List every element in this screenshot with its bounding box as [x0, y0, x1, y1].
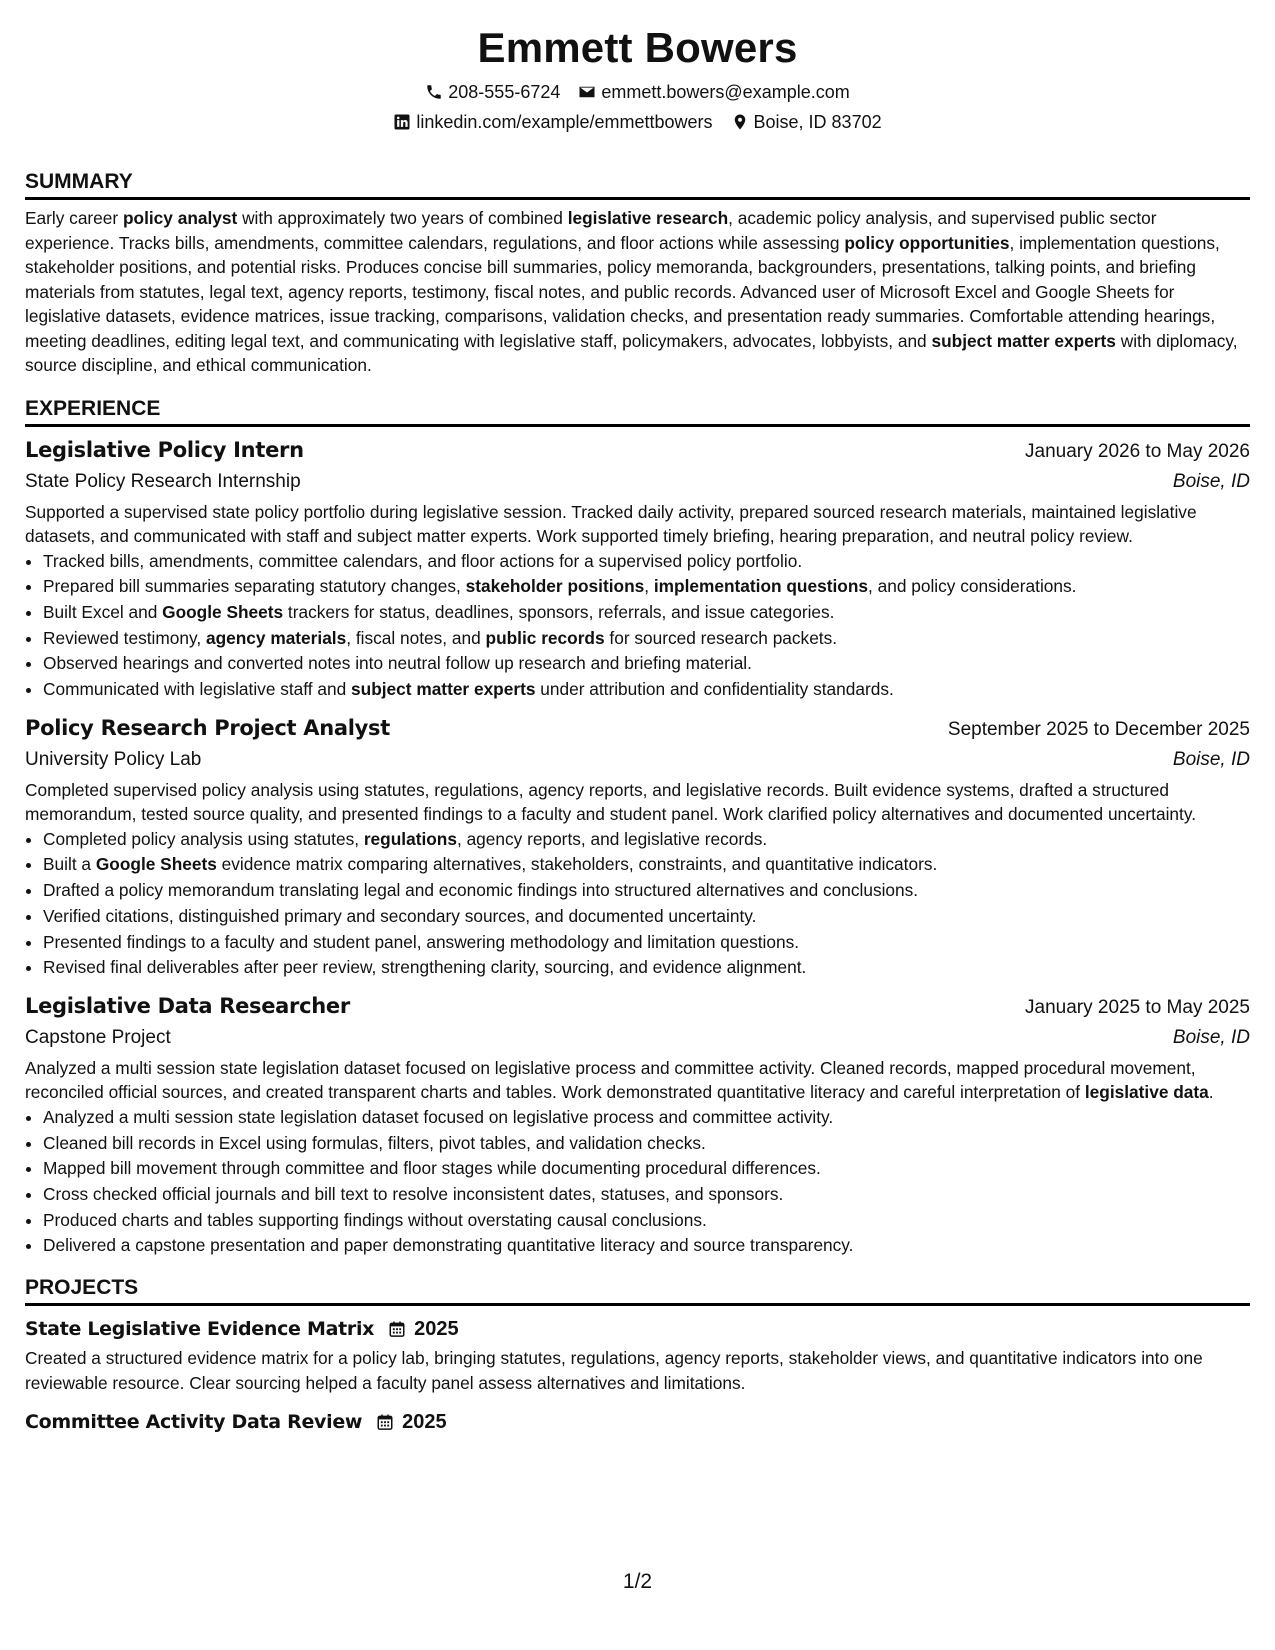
bold-keyword: Google Sheets: [95, 854, 217, 875]
bold-keyword: subject matter experts: [931, 330, 1116, 351]
bullet-item: • Analyzed a multi session state legislation dataset focused on legislative process and committee activity.: [43, 1105, 1250, 1131]
linkedin-url[interactable]: linkedin.com/example/emmettbowers: [416, 112, 713, 132]
job-description: Supported a supervised state policy portfolio during legislative session. Tracked daily activity, prepared sourced research materials, maintained legislative datasets, and communicated with staff and subject matter experts. Work supported timely briefing, hearing preparation, and neutral policy review.: [25, 501, 1197, 546]
linkedin-icon: [393, 113, 411, 131]
job-organization: Capstone Project: [25, 1026, 171, 1048]
job-location: Boise, ID: [1172, 470, 1250, 492]
contact-email[interactable]: [578, 78, 849, 106]
bullet-item: • Verified citations, distinguished primary and secondary sources, and documented uncertainty.: [43, 904, 1250, 930]
bullet-item: • Tracked bills, amendments, committee calendars, and floor actions for a supervised policy portfolio.: [43, 549, 1250, 575]
bullet-item: • Built Excel and Google Sheets trackers for status, deadlines, sponsors, referrals, and issue categories.: [43, 600, 1250, 626]
contact-line-primary: [25, 78, 1250, 106]
experience-section: [25, 396, 1250, 1260]
resume-header: [25, 20, 1250, 136]
job-entry-policy-research-analyst: [25, 713, 1250, 981]
bold-keyword: subject matter experts: [351, 679, 536, 700]
contact-location: [731, 108, 882, 136]
bold-keyword: implementation questions: [653, 576, 868, 597]
job-location: Boise, ID: [1172, 748, 1250, 770]
bold-keyword: agency materials: [205, 627, 347, 648]
page-number: 1/2: [622, 1570, 653, 1593]
contact-line-secondary: [25, 108, 1250, 136]
bullet-item: • Cleaned bill records in Excel using formulas, filters, pivot tables, and validation checks.: [43, 1131, 1250, 1157]
job-dates: January 2025 to May 2025: [1025, 996, 1250, 1018]
job-bullets: [25, 1105, 1250, 1259]
project-entry: [25, 1407, 1250, 1437]
project-entry: [25, 1314, 1250, 1395]
bold-keyword: Google Sheets: [162, 601, 284, 622]
project-year: 2025: [414, 1318, 459, 1341]
job-title: Legislative Policy Intern: [25, 437, 304, 462]
job-bullets: [25, 549, 1250, 703]
bold-keyword: legislative research: [567, 208, 729, 228]
job-location: Boise, ID: [1172, 1026, 1250, 1048]
map-pin-icon: [731, 113, 749, 131]
bullet-item: • Completed policy analysis using statutes, regulations, agency reports, and legislative records.: [43, 827, 1250, 853]
project-description: Created a structured evidence matrix for a policy lab, bringing statutes, regulations, agency reports, stakeholder views, and quantitative indicators into one reviewable resource. Clear sourcing helped a faculty panel assess alternatives and limitations.: [25, 1348, 1203, 1393]
job-dates: January 2026 to May 2026: [1025, 440, 1250, 462]
bullet-item: • Communicated with legislative staff and subject matter experts under attribution and confidentiality standards.: [43, 677, 1250, 703]
calendar-icon: [388, 1320, 406, 1338]
job-dates: September 2025 to December 2025: [947, 718, 1250, 740]
envelope-icon: [578, 83, 596, 101]
bold-keyword: policy opportunities: [844, 232, 1010, 253]
resume-content: [25, 20, 1250, 1437]
bullet-item: • Observed hearings and converted notes into neutral follow up research and briefing material.: [43, 651, 1250, 677]
projects-heading: PROJECTS: [25, 1275, 1250, 1306]
email-address[interactable]: emmett.bowers@example.com: [601, 82, 850, 102]
bullet-item: • Produced charts and tables supporting findings without overstating causal conclusions.: [43, 1208, 1250, 1234]
experience-heading: EXPERIENCE: [25, 396, 1250, 427]
job-description: Completed supervised policy analysis using statutes, regulations, agency reports, and legislative records. Built evidence systems, drafted a structured memorandum, tested source quality, and presented findings to a faculty and student panel. Work clarified policy alternatives and documented uncertainty.: [25, 779, 1196, 825]
bold-keyword: legislative data: [1084, 1082, 1209, 1103]
contact-linkedin[interactable]: [393, 108, 712, 136]
summary-text: Early career policy analyst with approximately two years of combined legislative research, academic policy analysis, and supervised public sector experience. Tracks bills, amendments, committee calendars, regulations, and floor actions while assessing policy opportunities, implementation questions, stakeholder positions, and potential risks. Produces concise bill summaries, policy memoranda, backgrounders, presentations, talking points, and briefing materials from statutes, legal text, agency reports, testimony, fiscal notes, and public records. Advanced user of Microsoft Excel and Google Sheets for legislative datasets, evidence matrices, issue tracking, comparisons, validation checks, and presentation ready summaries. Comfortable attending hearings, meeting deadlines, editing legal text, and communicating with legislative staff, policymakers, advocates, lobbyists, and subject matter experts with diplomacy, source discipline, and ethical communication.: [25, 208, 1238, 375]
job-title: Legislative Data Researcher: [25, 993, 350, 1018]
contact-phone: [425, 78, 560, 106]
job-entry-legislative-data-researcher: [25, 991, 1250, 1259]
job-organization: State Policy Research Internship: [25, 470, 301, 492]
bullet-item: • Mapped bill movement through committee and floor stages while documenting procedural differences.: [43, 1156, 1250, 1182]
bullet-item: • Revised final deliverables after peer review, strengthening clarity, sourcing, and evidence alignment.: [43, 955, 1250, 981]
project-title: State Legislative Evidence Matrix: [25, 1318, 375, 1341]
bullet-item: • Reviewed testimony, agency materials, fiscal notes, and public records for sourced research packets.: [43, 626, 1250, 652]
project-year: 2025: [402, 1411, 447, 1434]
bold-keyword: public records: [485, 627, 605, 648]
summary-heading: SUMMARY: [25, 169, 1250, 200]
bullet-item: • Delivered a capstone presentation and paper demonstrating quantitative literacy and source transparency.: [43, 1233, 1250, 1259]
bold-keyword: regulations: [363, 828, 457, 849]
phone-icon: [425, 83, 443, 101]
job-description: Analyzed a multi session state legislation dataset focused on legislative process and committee activity. Cleaned records, mapped procedural movement, reconciled official sources, and created transparent charts and tables. Work demonstrated quantitative literacy and careful interpretation of legislative data.: [25, 1057, 1214, 1103]
bold-keyword: stakeholder positions: [465, 576, 645, 597]
bold-keyword: policy analyst: [122, 208, 238, 228]
projects-section: [25, 1275, 1250, 1437]
bullet-item: • Prepared bill summaries separating statutory changes, stakeholder positions, implementation questions, and policy considerations.: [43, 574, 1250, 600]
calendar-icon: [376, 1413, 394, 1431]
job-entry-legislative-policy-intern: [25, 435, 1250, 703]
phone-number: 208-555-6724: [448, 82, 561, 102]
bullet-item: • Drafted a policy memorandum translating legal and economic findings into structured alternatives and conclusions.: [43, 878, 1250, 904]
bullet-item: • Cross checked official journals and bill text to resolve inconsistent dates, statuses, and sponsors.: [43, 1182, 1250, 1208]
job-title: Policy Research Project Analyst: [25, 715, 390, 740]
project-title: Committee Activity Data Review: [25, 1411, 363, 1434]
job-organization: University Policy Lab: [25, 748, 202, 770]
location-text: Boise, ID 83702: [753, 112, 882, 132]
candidate-name: Emmett Bowers: [477, 24, 798, 71]
bullet-item: • Presented findings to a faculty and student panel, answering methodology and limitation questions.: [43, 930, 1250, 956]
bullet-item: • Built a Google Sheets evidence matrix comparing alternatives, stakeholders, constraints, and quantitative indicators.: [43, 852, 1250, 878]
summary-section: [25, 169, 1250, 378]
job-bullets: [25, 827, 1250, 981]
